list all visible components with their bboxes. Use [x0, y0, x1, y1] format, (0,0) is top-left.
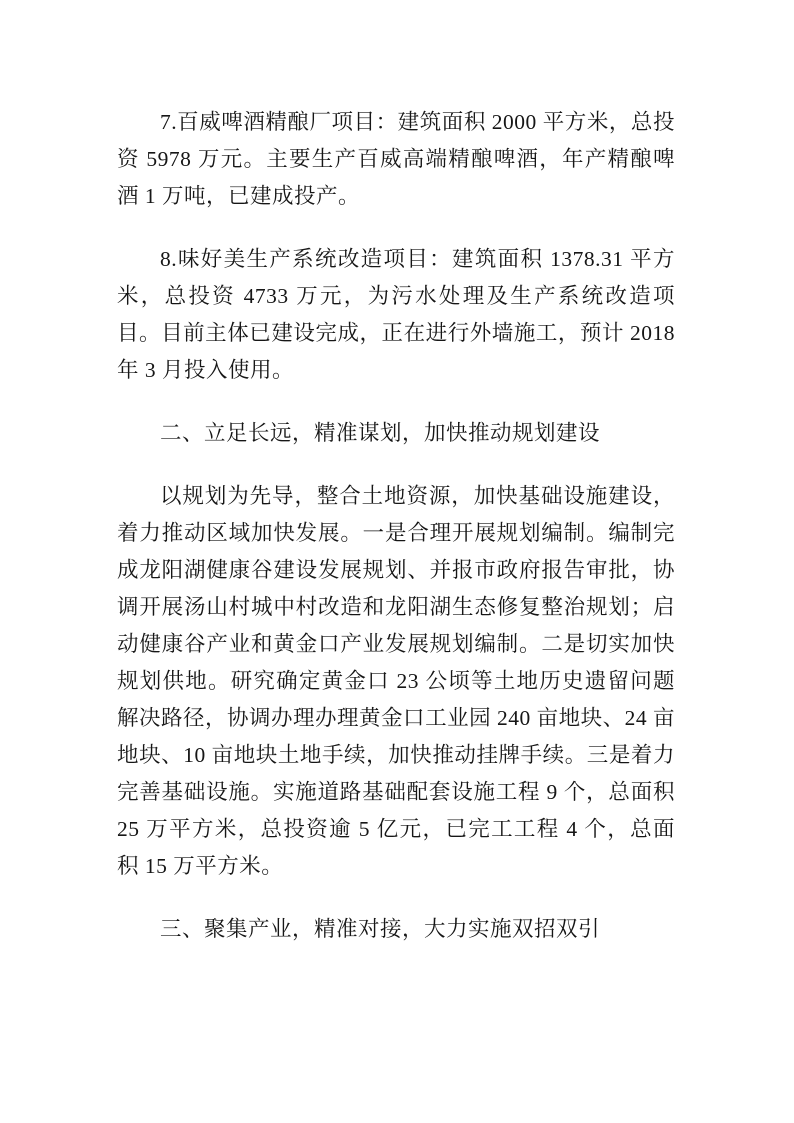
paragraph-project-8: 8.味好美生产系统改造项目：建筑面积 1378.31 平方米，总投资 4733 万元，为污水处理及生产系统改造项目。目前主体已建设完成，正在进行外墙施工，预计 2018 年 3 月投入使用。 [117, 247, 675, 382]
paragraph-project-7: 7.百威啤酒精酿厂项目：建筑面积 2000 平方米，总投资 5978 万元。主要生产百威高端精酿啤酒，年产精酿啤酒 1 万吨，已建成投产。 [117, 110, 675, 208]
paragraph-section-2-body: 以规划为先导，整合土地资源，加快基础设施建设，着力推动区域加快发展。一是合理开展规划编制。编制完成龙阳湖健康谷建设发展规划、并报市政府报告审批，协调开展汤山村城中村改造和龙阳湖生态修复整治规划；启动健康谷产业和黄金口产业发展规划编制。二是切实加快规划供地。研究确定黄金口 23 公顷等土地历史遗留问题解决路径，协调办理办理黄金口工业园 240 亩地块、24 亩地块、10 亩地块土地手续，加快推动挂牌手续。三是着力完善基础设施。实施道路基础配套设施工程 9 个，总面积 25 万平方米，总投资逾 5 亿元，已完工工程 4 个，总面积 15 万平方米。 [117, 484, 675, 878]
section-heading-2: 二、立足长远，精准谋划，加快推动规划建设 [160, 421, 601, 445]
section-heading-3: 三、聚集产业，精准对接，大力实施双招双引 [160, 917, 601, 941]
